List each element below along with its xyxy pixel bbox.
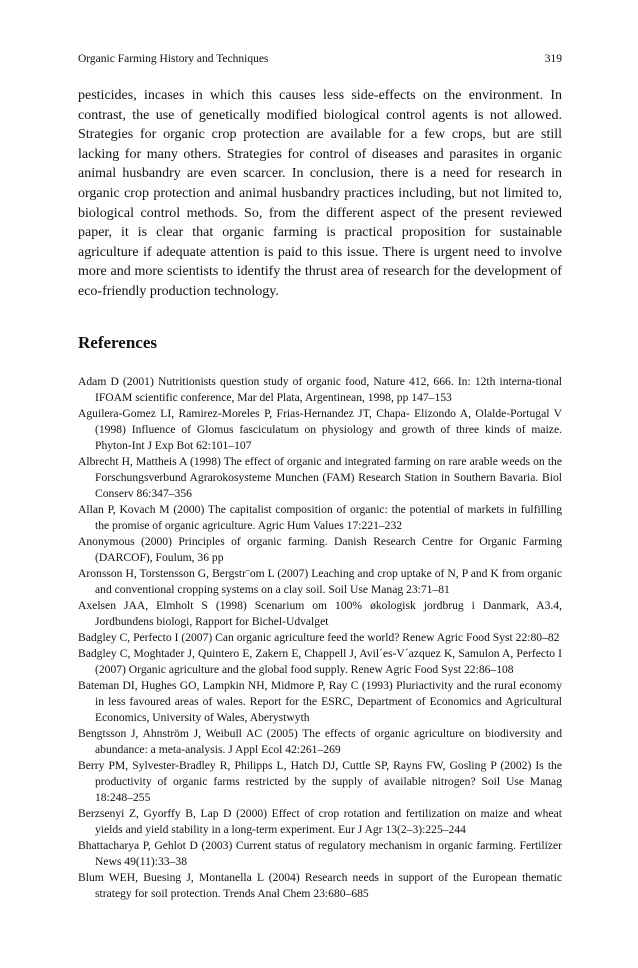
reference-entry: Bhattacharya P, Gehlot D (2003) Current status of regulatory mechanism in organic farming. Fertilizer News 49(11):33–38	[78, 839, 562, 868]
reference-entry: Blum WEH, Buesing J, Montanella L (2004) Research needs in support of the European thematic strategy for soil protection. Trends Anal Chem 23:680–685	[78, 871, 562, 900]
reference-entry: Berzsenyi Z, Gyorffy B, Lap D (2000) Effect of crop rotation and fertilization on maize and wheat yields and yield stability in a long-term experiment. Eur J Agr 13(2–3):225–244	[78, 807, 562, 836]
reference-entry: Aguilera-Gomez LI, Ramirez-Moreles P, Frias-Hernandez JT, Chapa- Elizondo A, Olalde-Portugal V (1998) Influence of Glomus fasciculatum on physiology and growth of three kinds of maize. Phyton-Int J Exp Bot 62:101–107	[78, 407, 562, 452]
reference-entry: Axelsen JAA, Elmholt S (1998) Scenarium om 100% økologisk jordbrug i Danmark, A3.4, Jordbundens biologi, Rapport for Bichel-Udvalget	[78, 599, 562, 628]
book-page	[78, 0, 562, 968]
reference-entry: Adam D (2001) Nutritionists question study of organic food, Nature 412, 666. In: 12th interna-tional IFOAM scientific conference, Mar del Plata, Argentinean, 1998, pp 147–153	[78, 375, 562, 404]
references-heading: References	[78, 333, 157, 352]
reference-entry: Berry PM, Sylvester-Bradley R, Philipps L, Hatch DJ, Cuttle SP, Rayns FW, Gosling P (2002) Is the productivity of organic farms restricted by the supply of available nitrogen? Soil Use Manag 18:248–255	[78, 759, 562, 804]
reference-entry: Badgley C, Moghtader J, Quintero E, Zakern E, Chappell J, Avil´es-V´azquez K, Samulon A, Perfecto I (2007) Organic agriculture and the global food supply. Renew Agric Food Syst 22:86–108	[78, 647, 562, 676]
reference-entry: Albrecht H, Mattheis A (1998) The effect of organic and integrated farming on rare arable weeds on the Forschungsverbund Agrarokosysteme Munchen (FAM) Research Station in Southern Bavaria. Biol Conserv 86:347–356	[78, 455, 562, 500]
reference-list	[78, 374, 562, 902]
reference-entry: Bateman DI, Hughes GO, Lampkin NH, Midmore P, Ray C (1993) Pluriactivity and the rural economy in less favoured areas of wales. Report for the ESRC, Department of Economics and Agricultural Economics, University of Wales, Aberystwyth	[78, 679, 562, 724]
body-paragraph: pesticides, incases in which this causes less side-effects on the environment. In contrast, the use of genetically modified biological control agents is not allowed. Strategies for organic crop protection are available for a few crops, but are still lacking for many others. Strategies for control of diseases and parasites in organic animal husbandry are even scarcer. In conclusion, there is a need for research in organic crop protection and animal husbandry practices including, but not limited to, biological control methods. So, from the different aspect of the present reviewed paper, it is clear that organic farming is practical proposition for sustainable agriculture if adequate attention is paid to this issue. There is urgent need to involve more and more scientists to identify the thrust area of research for the development of eco-friendly production technology.	[78, 88, 562, 299]
reference-entry: Badgley C, Perfecto I (2007) Can organic agriculture feed the world? Renew Agric Food Syst 22:80–82	[78, 631, 560, 644]
reference-entry: Anonymous (2000) Principles of organic farming. Danish Research Centre for Organic Farming (DARCOF), Foulum, 36 pp	[78, 535, 562, 564]
page-number: 319	[544, 53, 562, 65]
reference-entry: Aronsson H, Torstensson G, Bergstr¨om L (2007) Leaching and crop uptake of N, P and K from organic and conventional cropping systems on a clay soil. Soil Use Manag 23:71–81	[78, 567, 562, 596]
reference-entry: Bengtsson J, Ahnström J, Weibull AC (2005) The effects of organic agriculture on biodiversity and abundance: a meta-analysis. J Appl Ecol 42:261–269	[78, 727, 562, 756]
running-head-title: Organic Farming History and Techniques	[78, 53, 269, 65]
reference-entry: Allan P, Kovach M (2000) The capitalist composition of organic: the potential of markets in fulfilling the promise of organic agriculture. Agric Hum Values 17:221–232	[78, 503, 562, 532]
